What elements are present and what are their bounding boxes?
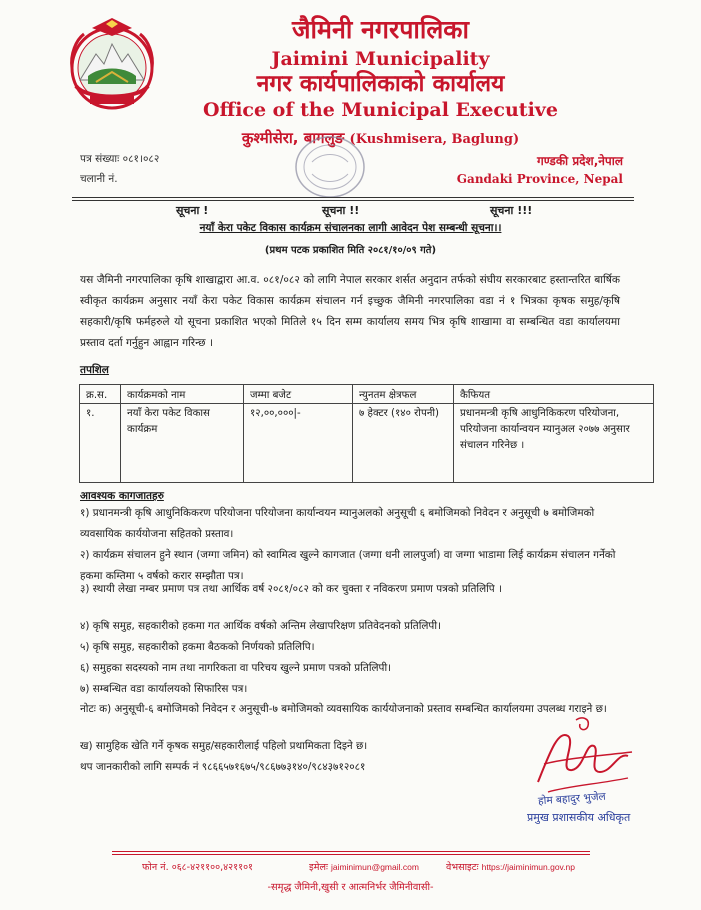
note-item: नोटः क) अनुसूची-६ बमोजिमको निवेदन र अनुसूची-७ बमोजिमको व्यवसायिक कार्ययोजनाको प्रस्ताव सम्बन्धित कार्यालयमा उपलब्ध गराइने छ। xyxy=(80,703,607,715)
document-item: २) कार्यक्रम संचालन हुने स्थान (जग्गा जमिन) को स्वामित्व खुल्ने कागजात (जग्गा धनी लालपुर्जा) वा जग्गा भाडामा लिई कार्यक्रम संचालन गर्नेको हकमा कम्तिमा ५ वर्षको करार सम्झौता पत्र। xyxy=(80,549,616,582)
document-item: ७) सम्बन्धित वडा कार्यालयको सिफारिस पत्र। xyxy=(80,683,248,695)
notice-body: यस जैमिनी नगरपालिका कृषि शाखाद्वारा आ.व. ०८१/०८२ को लागि नेपाल सरकार शर्सत अनुदान तर्फको संघीय सरकारबाट हस्तान्तरित बार्षिक स्वीकृत कार्यक्रम अनुसार नयाँ केरा पकेट विकास कार्यक्रम संचालन गर्न इच्छुक जैमिनी नगरपालिका वडा नं १ भित्रका कृषक समुह/कृषि सहकारी/कृषि फर्महरुले यो सूचना प्रकाशित भएको मितिले १५ दिन सम्म कार्यालय समय भित्र कृषि शाखामा वा सम्बन्धित वडा कार्यालयमा प्रस्ताव दर्ता गर्नुहुन आह्वान गरिन्छ । xyxy=(80,274,620,349)
province-nepali: गण्डकी प्रदेश,नेपाल xyxy=(536,154,623,168)
province-english: Gandaki Province, Nepal xyxy=(456,172,623,186)
location-nepali: कुश्मीसेरा, बागलुङ xyxy=(241,129,345,147)
document-item: ५) कृषि समुह, सहकारीको हकमा बैठकको निर्णयको प्रतिलिपि। xyxy=(80,641,315,653)
email-label: इमेलः xyxy=(309,862,328,873)
cell-serial: १. xyxy=(80,404,121,483)
documents-label: आवश्यक कागजातहरु xyxy=(80,490,164,502)
signatory-name: होम बहादुर भुजेल xyxy=(537,790,607,808)
notice-word-1: सूचना ! xyxy=(176,204,209,217)
email-link[interactable]: jaiminimun@gmail.com xyxy=(330,862,419,872)
office-stamp-icon xyxy=(292,132,368,202)
table-row xyxy=(80,404,654,483)
schedule-label: तपशिल xyxy=(80,364,109,376)
notice-subject: नयाँ केरा पकेट विकास कार्यक्रम संचालनका लागी आवेदन पेश सम्बन्धी सूचना।। xyxy=(199,222,502,234)
programme-table xyxy=(79,384,654,483)
notice-word-2: सूचना !! xyxy=(322,204,360,217)
phone-value: ०६८-४२११००,४२११०१ xyxy=(171,862,254,873)
header-remarks: कैफियत xyxy=(454,385,654,404)
office-name-nepali: नगर कार्यपालिकाको कार्यालय xyxy=(256,71,505,97)
footer-divider xyxy=(112,851,590,852)
document-item: ४) कृषि समुह, सहकारीको हकमा गत आर्थिक वर्षको अन्तिम लेखापरिक्षण प्रतिवेदनको प्रतिलिपी। xyxy=(80,620,441,632)
cell-programme-name: नयाँ केरा पकेट विकास कार्यक्रम xyxy=(121,404,244,483)
municipality-name-english: Jaimini Municipality xyxy=(271,48,490,70)
header-programme-name: कार्यक्रमको नाम xyxy=(121,385,244,404)
phone-label: फोन नं. xyxy=(142,862,169,873)
municipality-name-nepali: जैमिनी नगरपालिका xyxy=(292,15,469,44)
notice-word-3: सूचना !!! xyxy=(490,204,533,217)
dispatch-number: चलानी नं. xyxy=(80,173,118,185)
signatory-title: प्रमुख प्रशासकीय अधिकृत xyxy=(527,811,631,824)
table-header-row xyxy=(80,385,654,404)
footer-website xyxy=(446,860,575,873)
cell-remarks: प्रधानमन्त्री कृषि आधुनिकिकरण परियोजना, परियोजना कार्यान्वयन म्यानुअल २०७७ अनुसार संचालन गरिनेछ । xyxy=(454,404,654,483)
website-label: वेभसाइटः xyxy=(446,862,479,873)
reference-number: पत्र संख्याः ०८१।०८२ xyxy=(80,153,160,165)
website-link[interactable]: https://jaiminimun.gov.np xyxy=(481,862,575,872)
contact-numbers: थप जानकारीको लागि सम्पर्क नं ९८६६५७१६७५/९८६७७३१४०/९८४३७१२०८१ xyxy=(80,761,366,773)
footer-motto: -समृद्ध जैमिनी,खुसी र आत्मनिर्भर जैमिनीवासी- xyxy=(267,882,434,893)
footer-email xyxy=(309,860,419,873)
header-total-budget: जम्मा बजेट xyxy=(244,385,353,404)
header-serial: क्र.स. xyxy=(80,385,121,404)
location-english: (Kushmisera, Baglung) xyxy=(349,132,520,147)
header-minimum-area: न्युनतम क्षेत्रफल xyxy=(353,385,454,404)
cell-budget: १२,००,०००|- xyxy=(244,404,353,483)
office-name-english: Office of the Municipal Executive xyxy=(203,99,558,121)
header-divider xyxy=(72,197,634,198)
footer-divider-second xyxy=(112,854,590,855)
cell-area: ७ हेक्टर (१४० रोपनी) xyxy=(353,404,454,483)
document-item: ३) स्थायी लेखा नम्बर प्रमाण पत्र तथा आर्थिक वर्ष २०८१/०८२ को कर चुक्ता र नविकरण प्रमाण पत्रको प्रतिलिपि । xyxy=(80,583,502,595)
document-item: ६) समुहका सदस्यको नाम तथा नागरिकता वा परिचय खुल्ने प्रमाण पत्रको प्रतिलिपी। xyxy=(80,662,392,674)
header-divider-second xyxy=(72,200,634,201)
publication-date: (प्रथम पटक प्रकाशित मिति २०८१/१०/०९ गते) xyxy=(264,245,437,256)
note-item: ख) सामुहिक खेति गर्ने कृषक समुह/सहकारीलाई पहिलो प्रथामिकता दिइने छ। xyxy=(80,740,368,752)
document-item: १) प्रधानमन्त्री कृषि आधुनिकिकरण परियोजना परियोजना कार्यान्वयन म्यानुअलको अनुसूची ६ बमोजिमको निवेदन र अनुसूची ७ बमोजिमको व्यवसायिक कार्ययोजना सहितको प्रस्ताव। xyxy=(80,507,595,540)
footer-phone xyxy=(142,860,253,873)
